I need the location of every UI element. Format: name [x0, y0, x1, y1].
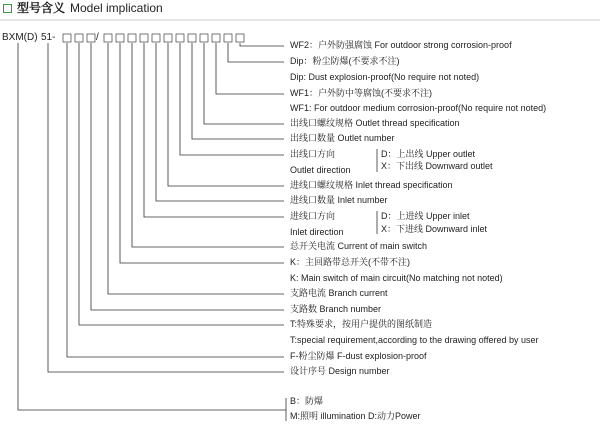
- connector-wf2: [240, 43, 284, 46]
- code-slash: /: [96, 32, 99, 43]
- code-box: [116, 34, 124, 42]
- label-inlet-option-x: X：下进线 Downward inlet: [381, 224, 488, 234]
- label-dip-en: Dip: Dust explosion-proof(No require not noted): [290, 72, 480, 82]
- code-prefix: BXM(D): [2, 32, 38, 43]
- label-branch-current: 支路电流 Branch current: [290, 288, 388, 298]
- code-box: [224, 34, 232, 42]
- label-dip-cn: Dip：粉尘防爆(不要求不注): [290, 56, 400, 66]
- code-box: [63, 34, 71, 42]
- connector-inlet-direction: [144, 43, 284, 217]
- label-outlet-option-d: D：上出线 Upper outlet: [381, 149, 476, 159]
- connector-outlet-number: [192, 43, 284, 139]
- code-box: [164, 34, 172, 42]
- code-series: 51-: [41, 32, 56, 43]
- label-outlet-option-x: X：下出线 Downward outlet: [381, 161, 493, 171]
- connector-inlet-number: [156, 43, 284, 201]
- connector-design-number: [48, 43, 284, 372]
- connector-inlet-thread: [168, 43, 284, 186]
- code-box: [176, 34, 184, 42]
- connector-wf1: [216, 43, 284, 94]
- connector-outlet-direction: [180, 43, 284, 155]
- label-k-cn: K：主回路带总开关(不带不注): [290, 257, 410, 267]
- code-box: [128, 34, 136, 42]
- code-box: [200, 34, 208, 42]
- label-wf1-cn: WF1：户外防中等腐蚀(不要求不注): [290, 88, 432, 98]
- connector-branch-current: [108, 43, 284, 294]
- label-branch-number: 支路数 Branch number: [290, 304, 382, 314]
- label-inlet-direction-cn: 进线口方向: [290, 211, 336, 221]
- code-box: [152, 34, 160, 42]
- code-box: [188, 34, 196, 42]
- label-inlet-number: 进线口数量 Inlet number: [290, 195, 388, 205]
- title-chinese: 型号含义: [17, 1, 66, 15]
- label-t-en: T:special requirement,according to the drawing offered by user: [290, 335, 539, 345]
- label-inlet-direction-en: Inlet direction: [290, 227, 344, 237]
- label-inlet-option-d: D：上进线 Upper inlet: [381, 211, 470, 221]
- code-box: [212, 34, 220, 42]
- label-outlet-direction-en: Outlet direction: [290, 165, 351, 175]
- label-design-number: 设计序号 Design number: [290, 366, 390, 376]
- label-wf2: WF2：户外防强腐蚀 For outdoor strong corrosion-proof: [290, 40, 512, 50]
- connector-b: [18, 43, 286, 410]
- code-box: [140, 34, 148, 42]
- label-t-cn: T:特殊要求，按用户提供的图纸制造: [290, 319, 433, 329]
- connector-main-switch: [132, 43, 284, 247]
- title-english: Model implication: [70, 1, 163, 15]
- label-inlet-thread: 进线口螺纹规格 Inlet thread specification: [290, 180, 453, 190]
- label-m-d: M:照明 illumination D:动力Power: [290, 411, 421, 421]
- code-box: [75, 34, 83, 42]
- label-f: F-粉尘防爆 F-dust explosion-proof: [290, 351, 427, 361]
- label-main-switch: 总开关电流 Current of main switch: [290, 241, 428, 251]
- label-outlet-direction-cn: 出线口方向: [290, 149, 336, 159]
- connector-t: [79, 43, 284, 325]
- connector-k: [120, 43, 284, 263]
- code-box: [87, 34, 95, 42]
- label-k-en: K: Main switch of main circuit(No matching not noted): [290, 273, 503, 283]
- code-box: [236, 34, 244, 42]
- label-wf1-en: WF1: For outdoor medium corrosion-proof(No require not noted): [290, 103, 547, 113]
- code-box: [104, 34, 112, 42]
- label-outlet-thread: 出线口螺纹规格 Outlet thread specification: [290, 118, 460, 128]
- label-outlet-number: 出线口数量 Outlet number: [290, 133, 395, 143]
- label-b: B：防爆: [290, 396, 324, 406]
